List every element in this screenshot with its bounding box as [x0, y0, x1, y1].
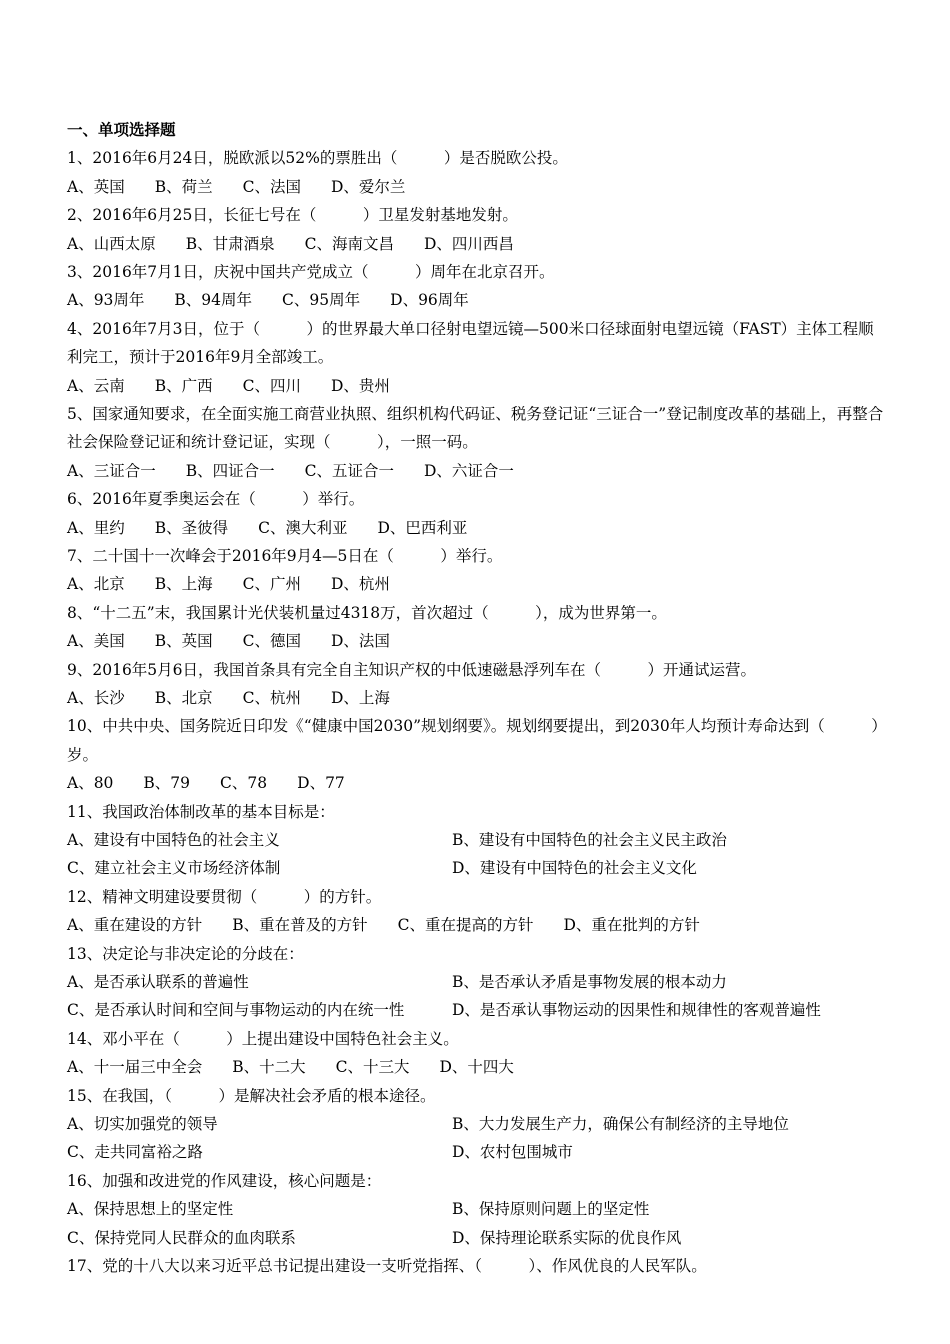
answer-option-a: A、是否承认联系的普遍性 [67, 973, 249, 991]
answer-options [67, 826, 887, 883]
answer-option-a: A、云南 [67, 376, 125, 395]
question-11 [67, 798, 887, 883]
answer-options [67, 968, 887, 1025]
question-14 [67, 1025, 887, 1082]
question-1 [67, 144, 887, 201]
answer-option-b: B、甘肃酒泉 [185, 234, 275, 253]
answer-option-a: A、93周年 [67, 291, 145, 310]
question-text: 2、2016年6月25日，长征七号在（ ）卫星发射基地发射。 [67, 206, 518, 225]
question-text: 12、精神文明建设要贯彻（ ）的方针。 [67, 887, 382, 906]
answer-option-d: D、农村包围城市 [452, 1143, 573, 1162]
answer-options [67, 1053, 887, 1081]
question-4 [67, 315, 887, 400]
answer-option-b: B、重在普及的方针 [232, 916, 368, 935]
question-5 [67, 400, 887, 485]
answer-option-c: C、重在提高的方针 [397, 916, 534, 935]
question-12 [67, 883, 887, 940]
answer-option-a: A、美国 [67, 632, 125, 651]
answer-option-c: C、杭州 [242, 688, 301, 707]
answer-option-c: C、建立社会主义市场经济体制 [67, 859, 281, 878]
answer-options [67, 1195, 887, 1252]
answer-option-c: C、十三大 [335, 1058, 410, 1077]
answer-option-c: C、澳大利亚 [258, 518, 348, 537]
answer-option-a: A、山西太原 [67, 234, 156, 253]
answer-option-c: C、走共同富裕之路 [67, 1143, 203, 1162]
answer-option-a: A、切实加强党的领导 [67, 1115, 218, 1134]
question-text: 3、2016年7月1日，庆祝中国共产党成立（ ）周年在北京召开。 [67, 262, 555, 281]
answer-option-b: B、79 [143, 774, 191, 793]
answer-option-c: C、是否承认时间和空间与事物运动的内在统一性 [67, 1001, 405, 1020]
question-list [67, 144, 887, 1280]
answer-option-d: D、六证合一 [423, 461, 514, 480]
answer-option-c: C、保持党同人民群众的血肉联系 [67, 1228, 296, 1247]
answer-option-a: A、重在建设的方针 [67, 916, 203, 935]
question-text: 14、邓小平在（ ）上提出建设中国特色社会主义。 [67, 1029, 459, 1048]
question-text: 15、在我国，（ ）是解决社会矛盾的根本途径。 [67, 1086, 436, 1105]
question-text: 16、加强和改进党的作风建设，核心问题是： [67, 1171, 382, 1190]
answer-options [67, 684, 887, 712]
answer-options [67, 173, 887, 201]
answer-option-c: C、德国 [242, 632, 301, 651]
question-text: 13、决定论与非决定论的分歧在： [67, 944, 304, 963]
answer-options [67, 286, 887, 314]
answer-option-d: D、96周年 [390, 291, 469, 310]
answer-option-c: C、78 [220, 774, 268, 793]
answer-option-a: A、十一届三中全会 [67, 1058, 203, 1077]
answer-option-b: B、建设有中国特色的社会主义民主政治 [452, 830, 727, 849]
question-text: 10、中共中央、国务院近日印发《“健康中国2030”规划纲要》。规划纲要提出，到2030年人均预计寿命达到（ ）岁。 [67, 717, 887, 764]
answer-option-c: C、广州 [242, 575, 301, 594]
answer-option-a: A、英国 [67, 177, 125, 196]
answer-option-a: A、三证合一 [67, 461, 156, 480]
answer-options [67, 570, 887, 598]
answer-option-a: A、建设有中国特色的社会主义 [67, 830, 280, 849]
question-7 [67, 542, 887, 599]
answer-options [67, 514, 887, 542]
question-9 [67, 656, 887, 713]
answer-option-c: C、95周年 [282, 291, 361, 310]
answer-options [67, 457, 887, 485]
answer-option-c: C、五证合一 [304, 461, 394, 480]
question-text: 4、2016年7月3日，位于（ ）的世界最大单口径射电望远镜—500米口径球面射电望远镜（FAST）主体工程顺利完工，预计于2016年9月全部竣工。 [67, 319, 874, 367]
answer-option-d: D、保持理论联系实际的优良作风 [452, 1228, 682, 1247]
answer-option-b: B、保持原则问题上的坚定性 [452, 1200, 650, 1219]
answer-options [67, 1110, 887, 1167]
answer-option-c: C、海南文昌 [304, 234, 394, 253]
question-text: 11、我国政治体制改革的基本目标是： [67, 802, 335, 821]
question-16 [67, 1167, 887, 1252]
document-page [67, 116, 887, 1280]
answer-option-d: D、贵州 [330, 376, 390, 395]
answer-option-d: D、四川西昌 [423, 234, 514, 253]
answer-option-b: B、荷兰 [154, 177, 213, 196]
question-text: 17、党的十八大以来习近平总书记提出建设一支听党指挥、（ ）、作风优良的人民军队。 [67, 1257, 707, 1276]
answer-option-d: D、杭州 [330, 575, 390, 594]
answer-option-b: B、广西 [154, 376, 213, 395]
answer-option-d: D、重在批判的方针 [563, 916, 700, 935]
answer-option-d: D、77 [297, 774, 345, 793]
question-10 [67, 712, 887, 797]
answer-options [67, 230, 887, 258]
answer-option-b: B、圣彼得 [154, 518, 229, 537]
answer-option-b: B、大力发展生产力，确保公有制经济的主导地位 [452, 1115, 789, 1134]
answer-options [67, 372, 887, 400]
answer-option-d: D、法国 [330, 632, 390, 651]
question-text: 8、“十二五”末，我国累计光伏装机量过4318万，首次超过（ ），成为世界第一。 [67, 603, 667, 622]
question-8 [67, 599, 887, 656]
section-title: 一、单项选择题 [67, 120, 176, 139]
answer-option-c: C、四川 [242, 376, 301, 395]
answer-options [67, 911, 887, 939]
question-15 [67, 1082, 887, 1167]
answer-option-d: D、爱尔兰 [330, 177, 406, 196]
question-text: 5、国家通知要求，在全面实施工商营业执照、组织机构代码证、税务登记证“三证合一”登记制度改革的基础上，再整合社会保险登记证和统计登记证，实现（ ），一照一码。 [67, 404, 884, 452]
question-6 [67, 485, 887, 542]
answer-option-b: B、是否承认矛盾是事物发展的根本动力 [452, 973, 727, 991]
answer-options [67, 627, 887, 655]
answer-option-b: B、四证合一 [185, 461, 275, 480]
answer-option-a: A、保持思想上的坚定性 [67, 1200, 234, 1219]
answer-option-d: D、建设有中国特色的社会主义文化 [452, 859, 697, 878]
answer-option-a: A、80 [67, 774, 114, 793]
question-text: 6、2016年夏季奥运会在（ ）举行。 [67, 490, 365, 509]
answer-option-a: A、北京 [67, 575, 125, 594]
question-text: 1、2016年6月24日，脱欧派以52%的票胜出（ ）是否脱欧公投。 [67, 149, 568, 168]
answer-option-a: A、里约 [67, 518, 125, 537]
answer-option-c: C、法国 [242, 177, 301, 196]
question-2 [67, 201, 887, 258]
answer-option-b: B、英国 [154, 632, 213, 651]
answer-option-b: B、上海 [154, 575, 213, 594]
question-3 [67, 258, 887, 315]
answer-option-b: B、十二大 [232, 1058, 306, 1077]
question-13 [67, 940, 887, 1025]
question-17 [67, 1252, 887, 1280]
answer-option-d: D、上海 [330, 688, 390, 707]
answer-option-b: B、94周年 [174, 291, 253, 310]
question-text: 9、2016年5月6日，我国首条具有完全自主知识产权的中低速磁悬浮列车在（ ）开通试运营。 [67, 660, 757, 679]
answer-options [67, 769, 887, 797]
answer-option-d: D、十四大 [439, 1058, 514, 1077]
question-text: 7、二十国十一次峰会于2016年9月4—5日在（ ）举行。 [67, 546, 503, 565]
answer-option-d: D、是否承认事物运动的因果性和规律性的客观普遍性 [452, 1001, 821, 1020]
answer-option-d: D、巴西利亚 [377, 518, 468, 537]
answer-option-b: B、北京 [154, 688, 213, 707]
answer-option-a: A、长沙 [67, 688, 125, 707]
